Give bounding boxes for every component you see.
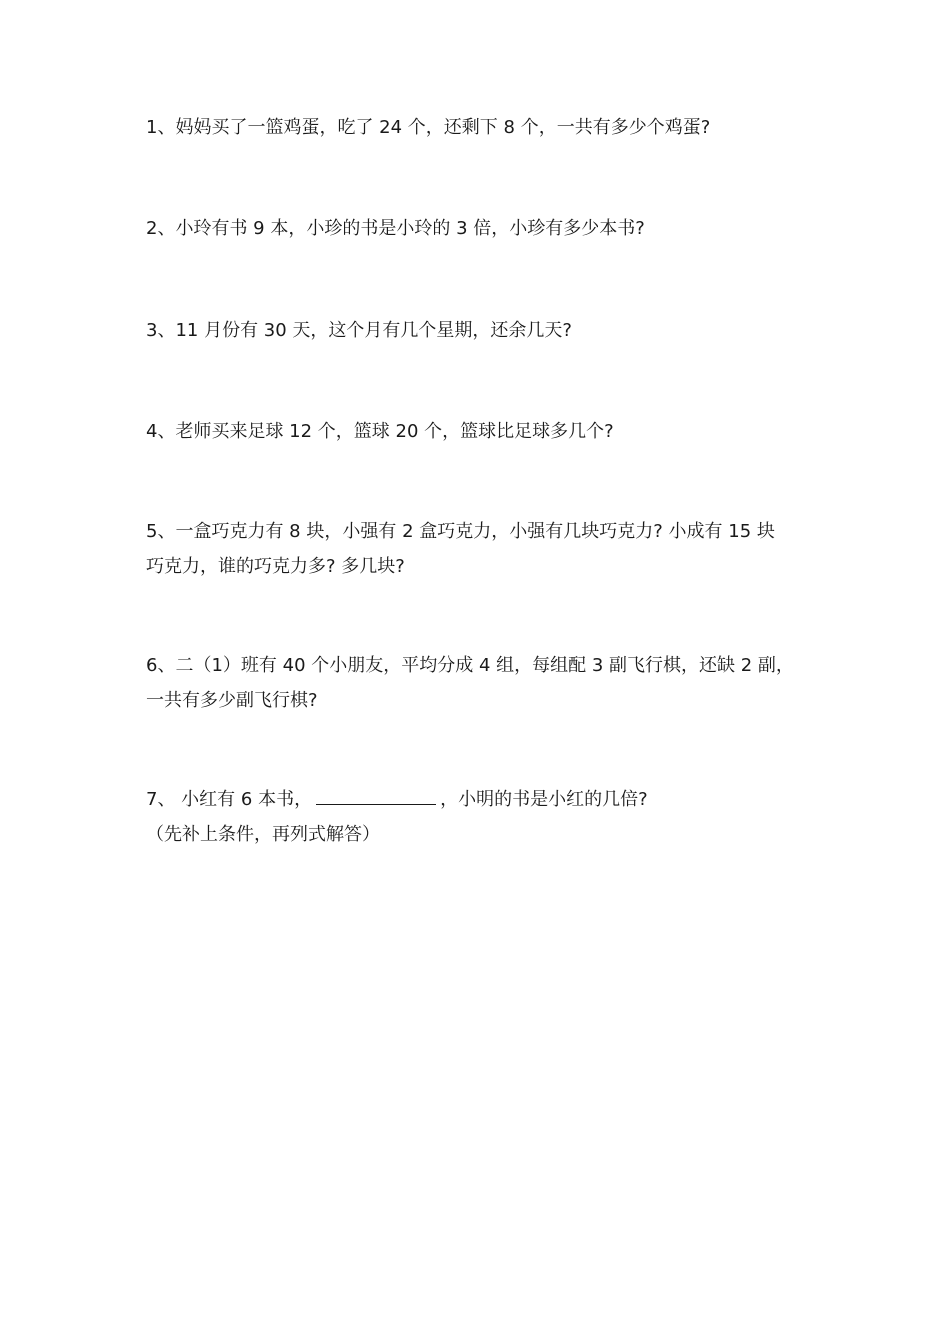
question-3-line-1: 3、11 月份有 30 天，这个月有几个星期，还余几天? [146, 320, 572, 341]
question-6 [146, 648, 826, 718]
question-2 [146, 211, 826, 246]
question-3 [146, 313, 826, 348]
question-2-line-1: 2、小玲有书 9 本，小珍的书是小玲的 3 倍，小珍有多少本书? [146, 218, 645, 239]
question-4 [146, 414, 826, 449]
question-1-line-1: 1、妈妈买了一篮鸡蛋，吃了 24 个，还剩下 8 个，一共有多少个鸡蛋? [146, 117, 711, 138]
question-7 [146, 782, 826, 852]
question-5-line-1: 5、一盒巧克力有 8 块，小强有 2 盒巧克力，小强有几块巧克力? 小成有 15 块 [146, 521, 775, 542]
question-6-line-2: 一共有多少副飞行棋? [146, 690, 318, 711]
question-4-line-1: 4、老师买来足球 12 个，篮球 20 个，篮球比足球多几个? [146, 421, 614, 442]
question-7-before-blank: 7、 小红有 6 本书， [146, 789, 313, 810]
question-7-after-blank: ，小明的书是小红的几倍? [440, 789, 648, 810]
question-1 [146, 110, 826, 145]
question-6-line-1: 6、二（1）班有 40 个小朋友，平均分成 4 组，每组配 3 副飞行棋，还缺 2 副， [146, 655, 794, 676]
question-5-line-2: 巧克力，谁的巧克力多? 多几块? [146, 556, 405, 577]
question-7-note: （先补上条件，再列式解答） [146, 824, 380, 845]
answer-blank[interactable] [316, 782, 436, 805]
question-5 [146, 514, 826, 584]
question-7-line-1 [146, 782, 826, 817]
